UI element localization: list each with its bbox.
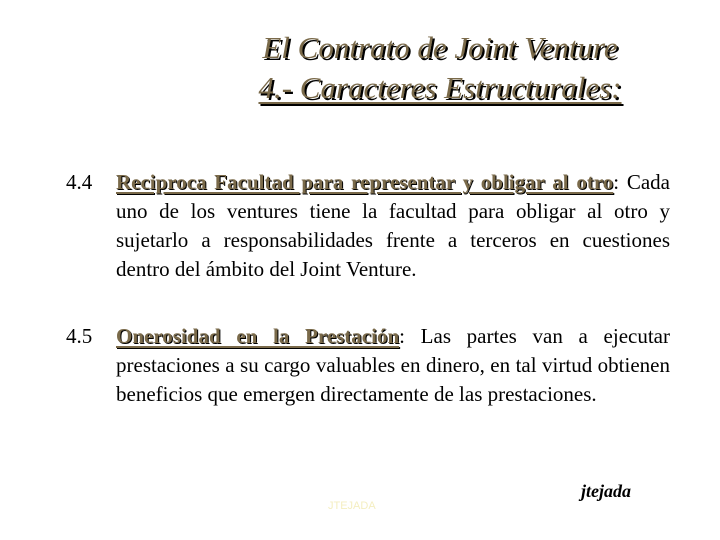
author-signature: jtejada [581,481,631,501]
item-4-4 [66,168,670,284]
item-text: Las partes van a ejecutar prestaciones a su cargo valuables en dinero, en tal virtud obtienen beneficios que emergen directamente de las prestaciones. [116,324,670,406]
title-line-1: El Contrato de Joint Venture [262,30,618,65]
item-term: Onerosidad en la Prestación [116,324,400,348]
item-4-5 [66,322,670,409]
item-separator: : [399,324,405,348]
item-separator: : [613,170,620,194]
item-term: Reciproca Facultad para representar y obligar al otro [116,170,614,194]
item-number: 4.5 [66,324,93,348]
item-text: Cada uno de los ventures tiene la facultad para obligar al otro y sujetarlo a responsabilidades frente a terceros en cuestiones dentro del ámbito del Joint Venture. [116,170,670,281]
slide-title [150,28,720,108]
item-body [116,168,670,284]
title-line-2: 4.- Caracteres Estructurales: [258,70,622,105]
item-number: 4.4 [66,170,93,194]
item-body [116,322,670,409]
footer-faint-text: JTEJADA [328,500,376,512]
